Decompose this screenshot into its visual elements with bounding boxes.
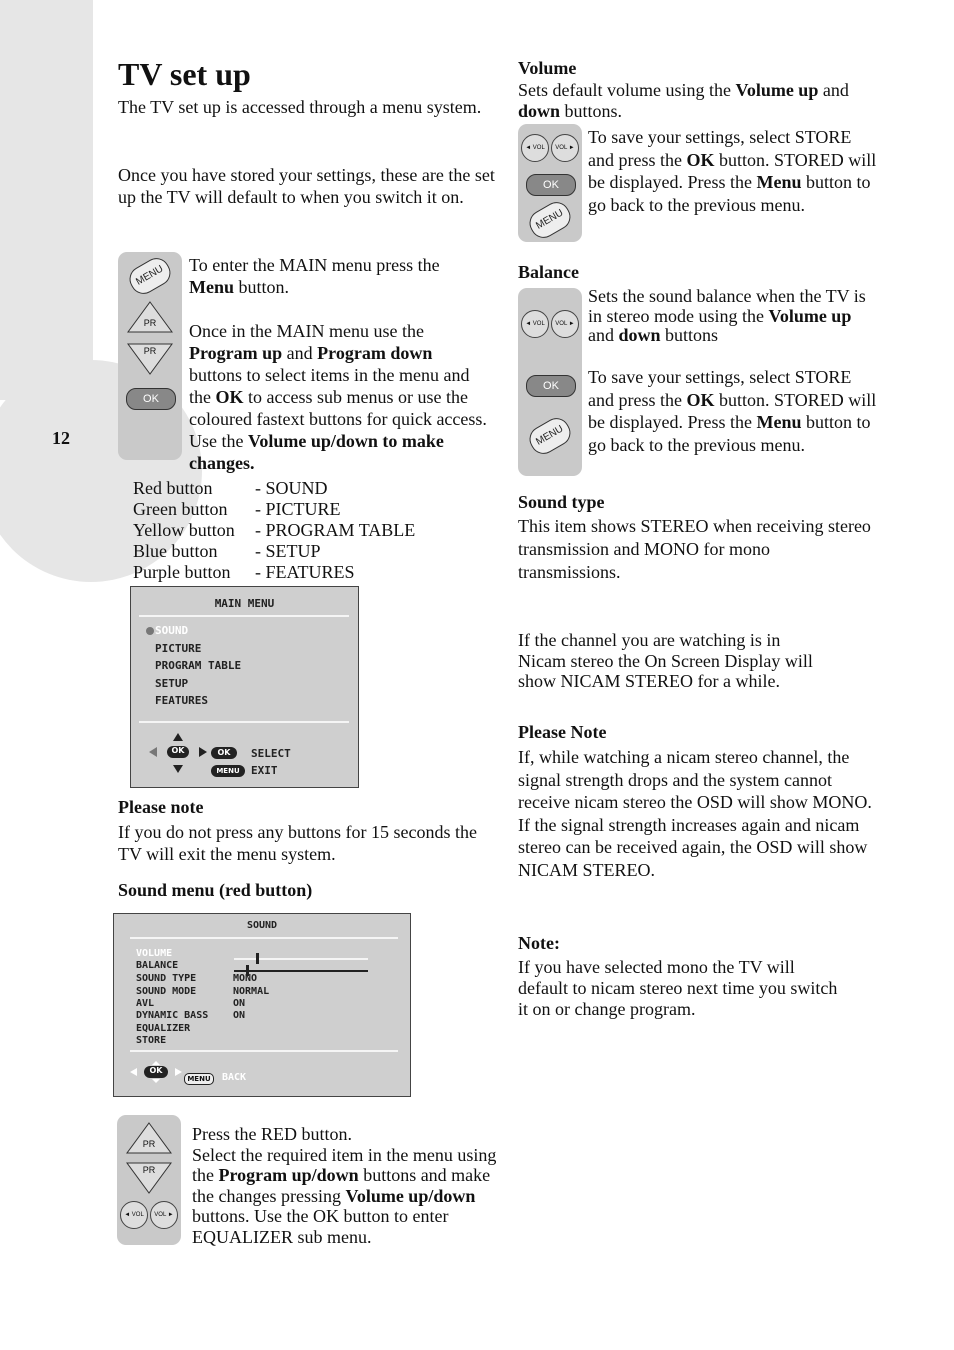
balance-store-text <box>588 366 878 456</box>
fastext-action: - PROGRAM TABLE <box>255 520 416 540</box>
vol-menu: Menu <box>756 172 802 192</box>
remote-balance <box>518 288 582 476</box>
pr-up-label: PR <box>142 1139 156 1149</box>
sound-osd-value: MONO <box>233 973 258 984</box>
volume-store-text <box>588 126 878 216</box>
vol-text: buttons. <box>564 101 623 121</box>
bal-text: and <box>588 325 619 345</box>
instr-prog-up: Program up <box>189 343 283 363</box>
instr-text: buttons to select items in the menu and the <box>189 365 470 407</box>
sound-osd-label: SOUND TYPE <box>136 973 197 984</box>
please-note-text: If you do not press any buttons for 15 seconds the TV will exit the menu system. <box>118 822 477 864</box>
fastext-action: - PICTURE <box>255 499 341 519</box>
osd-ok-key-2: OK <box>211 747 237 759</box>
red-text: buttons. Use the OK button to enter EQUALIZER sub menu. <box>192 1206 449 1247</box>
volume-heading: Volume <box>518 58 577 78</box>
vol-text: Sets default volume using the <box>518 80 731 100</box>
please-note2-text: If, while watching a nicam stereo channel, the signal strength drops and the system cannot receive nicam stereo the OSD will show MONO. If the signal strength increases again and nicam stereo can be received again, the OSD will show NICAM STEREO. <box>518 747 872 880</box>
remote-menu-pr-ok <box>118 252 182 460</box>
menu-button-icon: MENU <box>525 413 575 458</box>
vol-up-icon: VOL ► <box>150 1201 178 1229</box>
osd-item: SETUP <box>155 677 189 690</box>
menu-button-icon: MENU <box>125 253 175 298</box>
osd-item: PICTURE <box>155 642 202 655</box>
pr-up-icon <box>125 1121 173 1155</box>
osd-item: SOUND <box>155 624 189 637</box>
balance-heading: Balance <box>518 262 579 282</box>
bal-menu: Menu <box>756 412 802 432</box>
vol-up-icon: VOL ► <box>551 134 579 162</box>
sound-osd-label: VOLUME <box>136 948 173 959</box>
remote-pr-vol <box>117 1115 181 1245</box>
instr-prog-down: Program down <box>317 343 433 363</box>
sound-osd-label: SOUND MODE <box>136 986 197 997</box>
fastext-button: Red button <box>133 478 213 498</box>
bal-bold: down <box>618 325 661 345</box>
fastext-action: - SETUP <box>255 541 321 561</box>
bal-text: button. <box>719 389 770 410</box>
bal-text: button to go back to the previous menu. <box>588 412 871 455</box>
vol-down-icon: ◄ VOL <box>521 310 549 338</box>
fastext-button: Yellow button <box>133 520 235 540</box>
fastext-row <box>133 520 415 541</box>
bal-text: buttons <box>660 325 719 345</box>
bal-text: Sets the sound balance when the TV is in stereo mode using the <box>588 286 866 326</box>
red-vol: Volume up/down <box>345 1185 476 1206</box>
osd-ok-key: OK <box>171 746 185 755</box>
instr-ok: OK <box>215 387 244 407</box>
sound-osd-label: AVL <box>136 998 155 1009</box>
nicam-text: If the channel you are watching is in Nicam stereo the On Screen Display will show NICAM STEREO for a while. <box>518 630 813 691</box>
bal-text: To save your settings, select STORE and press the <box>588 367 852 410</box>
sound-osd-ok: OK <box>149 1066 163 1075</box>
sound-osd-title: SOUND <box>246 920 278 931</box>
vol-ok: OK <box>686 149 715 170</box>
please-note-heading: Please note <box>118 797 204 817</box>
sound-osd-value: NORMAL <box>233 986 270 997</box>
fastext-action: - FEATURES <box>255 562 355 582</box>
red-prog: Program up/down <box>218 1165 359 1185</box>
fastext-action: - SOUND <box>255 478 328 498</box>
red-text: Select the required item in the menu using the <box>192 1144 497 1185</box>
instr-volume: Volume up/down to make changes. <box>189 431 444 473</box>
main-menu-instructions <box>189 254 489 474</box>
pr-up-icon <box>126 300 174 334</box>
note-text: If you have selected mono the TV will default to nicam stereo next time you switch it on or change program. <box>518 957 838 1019</box>
vol-text: To save your settings, select STORE and press the <box>588 127 852 170</box>
pr-down-label: PR <box>143 346 157 356</box>
please-note2-heading: Please Note <box>518 722 607 742</box>
osd-title: MAIN MENU <box>214 597 275 610</box>
sound-osd-value: ON <box>233 1010 246 1021</box>
vol-up-icon: VOL ► <box>551 310 579 338</box>
ok-button-icon: OK <box>526 174 576 196</box>
vol-bold: Volume up <box>735 80 819 100</box>
sound-osd-label: EQUALIZER <box>136 1023 191 1034</box>
sound-osd <box>113 913 411 1097</box>
pr-down-label: PR <box>142 1165 156 1175</box>
instr-text: Once in the MAIN menu use the <box>189 321 424 341</box>
bal-bold: Volume up <box>768 305 852 326</box>
fastext-button: Purple button <box>133 562 231 582</box>
vol-bold: down <box>518 101 561 121</box>
sound-osd-label: BALANCE <box>136 960 179 971</box>
vol-text: and <box>822 80 849 100</box>
intro-p2: Once you have stored your settings, these are the set up the TV will default to when you switch it on. <box>118 165 495 207</box>
vol-text: button. <box>719 149 770 170</box>
red-text: Press the RED button. <box>192 1124 352 1144</box>
instr-text: to access sub menus or use the coloured fastext buttons for quick access. Use the <box>189 387 487 451</box>
volume-text <box>518 80 878 122</box>
note-heading: Note: <box>518 933 560 953</box>
osd-menu-key: MENU <box>211 765 245 777</box>
instr-text: and <box>282 343 318 363</box>
red-text: buttons and make the changes pressing <box>192 1165 491 1206</box>
selection-dot-icon <box>146 627 154 635</box>
fastext-row <box>133 478 328 499</box>
balance-text <box>588 287 873 346</box>
bal-text: STORED will be displayed. Press the <box>588 389 877 432</box>
vol-down-icon: ◄ VOL <box>120 1201 148 1229</box>
vol-text: button to go back to the previous menu. <box>588 172 871 215</box>
osd-exit: EXIT <box>251 764 278 777</box>
pr-up-label: PR <box>143 318 157 328</box>
fastext-row <box>133 562 355 583</box>
sound-menu-heading: Sound menu (red button) <box>118 880 313 900</box>
fastext-button: Green button <box>133 499 228 519</box>
instr-menu: Menu <box>189 277 234 297</box>
bal-ok: OK <box>686 389 715 410</box>
sound-osd-label: DYNAMIC BASS <box>136 1010 209 1021</box>
osd-item: FEATURES <box>155 694 208 707</box>
fastext-button: Blue button <box>133 541 218 561</box>
fastext-row <box>133 541 321 562</box>
intro-p1: The TV set up is accessed through a menu system. <box>118 97 482 117</box>
sound-osd-label: STORE <box>136 1035 167 1046</box>
vol-text: STORED will be displayed. Press the <box>588 149 877 192</box>
osd-item: PROGRAM TABLE <box>155 659 242 672</box>
side-tab <box>0 0 93 400</box>
vol-down-icon: ◄ VOL <box>521 134 549 162</box>
ok-button-icon: OK <box>126 388 176 410</box>
sound-osd-menu: MENU <box>184 1073 214 1085</box>
instr-text: button. <box>234 277 290 297</box>
ok-button-icon: OK <box>526 375 576 397</box>
sound-type-heading: Sound type <box>518 492 605 512</box>
remote-vol-ok-menu <box>518 124 582 242</box>
menu-button-icon: MENU <box>525 197 575 242</box>
main-menu-osd <box>130 586 359 788</box>
page-title: TV set up <box>118 56 251 92</box>
sound-type-text: This item shows STEREO when receiving stereo transmission and MONO for mono transmissions. <box>518 516 871 582</box>
sound-osd-value: ON <box>233 998 246 1009</box>
red-button-text <box>192 1124 502 1247</box>
fastext-row <box>133 499 341 520</box>
osd-select: SELECT <box>251 747 291 760</box>
instr-text: To enter the MAIN menu press the <box>189 255 440 275</box>
sound-osd-back: BACK <box>222 1072 247 1083</box>
page-number: 12 <box>52 428 70 448</box>
